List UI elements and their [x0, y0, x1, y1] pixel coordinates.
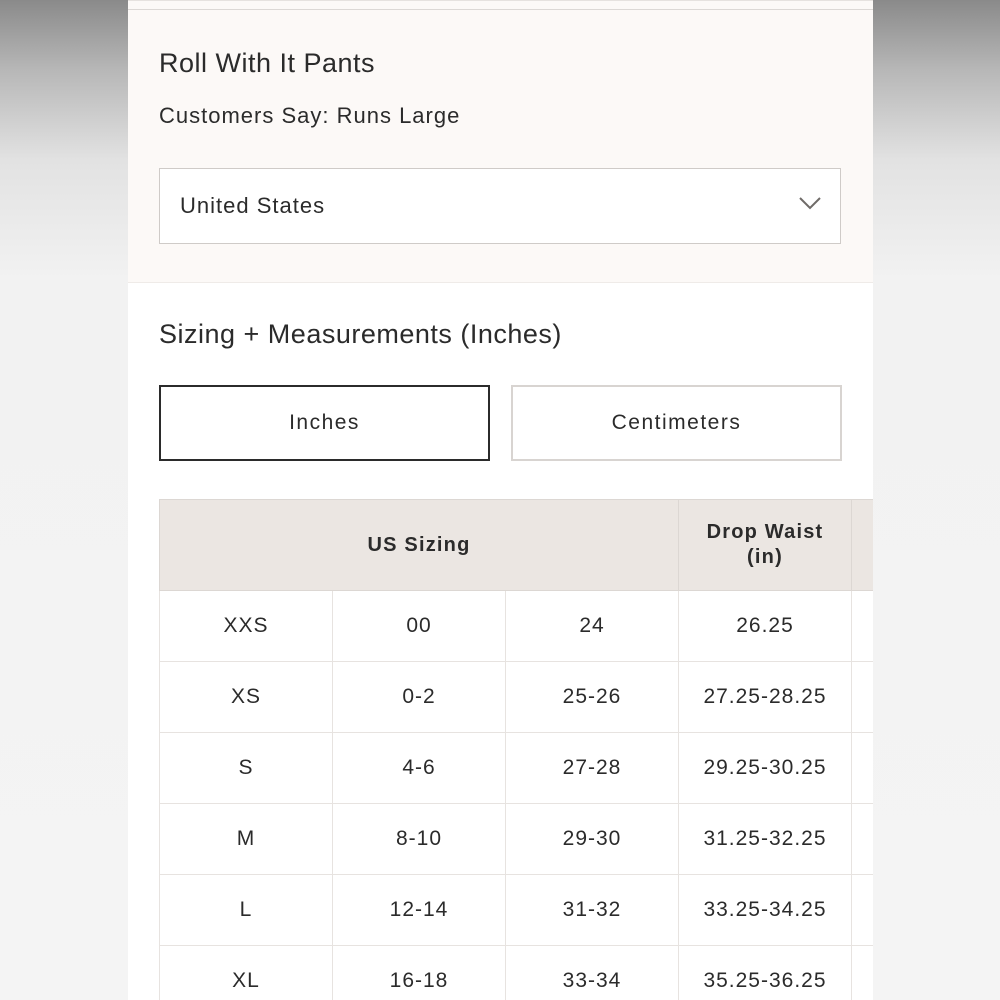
table-cell: 16-18 [333, 946, 506, 1000]
table-cell [852, 733, 874, 804]
product-title: Roll With It Pants [159, 48, 376, 78]
background-right [873, 0, 1000, 1000]
table-cell: 25-26 [506, 662, 679, 733]
us-sizing-header: US Sizing [160, 500, 679, 591]
table-row [160, 733, 874, 804]
divider [128, 282, 873, 283]
table-cell: 4-6 [333, 733, 506, 804]
inches-button-label: Inches [289, 411, 360, 434]
table-row [160, 662, 874, 733]
table-header-row [160, 500, 874, 591]
table-cell: 8-10 [333, 804, 506, 875]
drop-waist-header [679, 500, 852, 591]
centimeters-button[interactable] [511, 385, 842, 461]
country-select[interactable] [159, 168, 841, 244]
table-cell [852, 662, 874, 733]
centimeters-button-label: Centimeters [611, 411, 742, 434]
table-cell: 27-28 [506, 733, 679, 804]
table-cell: 27.25-28.25 [679, 662, 852, 733]
size-table-scroll[interactable] [159, 499, 873, 1000]
table-cell: XL [160, 946, 333, 1000]
size-guide-panel [128, 0, 873, 1000]
table-cell: 31.25-32.25 [679, 804, 852, 875]
table-cell [852, 946, 874, 1000]
table-cell: 29-30 [506, 804, 679, 875]
table-cell: XXS [160, 591, 333, 662]
chevron-down-icon [798, 195, 822, 211]
table-cell [852, 591, 874, 662]
table-cell: L [160, 875, 333, 946]
table-row [160, 804, 874, 875]
table-cell [852, 875, 874, 946]
next-column-header [852, 500, 874, 591]
table-cell: XS [160, 662, 333, 733]
table-cell: 29.25-30.25 [679, 733, 852, 804]
table-cell: 0-2 [333, 662, 506, 733]
table-cell: 33-34 [506, 946, 679, 1000]
drop-waist-header-label: Drop Waist (in) [706, 521, 824, 568]
inches-button[interactable] [159, 385, 490, 461]
table-cell: 00 [333, 591, 506, 662]
section-title: Sizing + Measurements (Inches) [159, 319, 562, 349]
product-header-section [128, 0, 873, 282]
table-cell [852, 804, 874, 875]
table-cell: 24 [506, 591, 679, 662]
table-row [160, 591, 874, 662]
table-cell: M [160, 804, 333, 875]
table-cell: 33.25-34.25 [679, 875, 852, 946]
country-select-value: United States [180, 193, 326, 218]
table-cell: 12-14 [333, 875, 506, 946]
divider [128, 9, 873, 10]
table-row [160, 875, 874, 946]
background-left [0, 0, 128, 1000]
fit-note: Customers Say: Runs Large [159, 103, 461, 128]
size-table [159, 499, 873, 1000]
table-cell: 35.25-36.25 [679, 946, 852, 1000]
table-cell: 31-32 [506, 875, 679, 946]
table-cell: 26.25 [679, 591, 852, 662]
table-cell: S [160, 733, 333, 804]
table-row [160, 946, 874, 1000]
